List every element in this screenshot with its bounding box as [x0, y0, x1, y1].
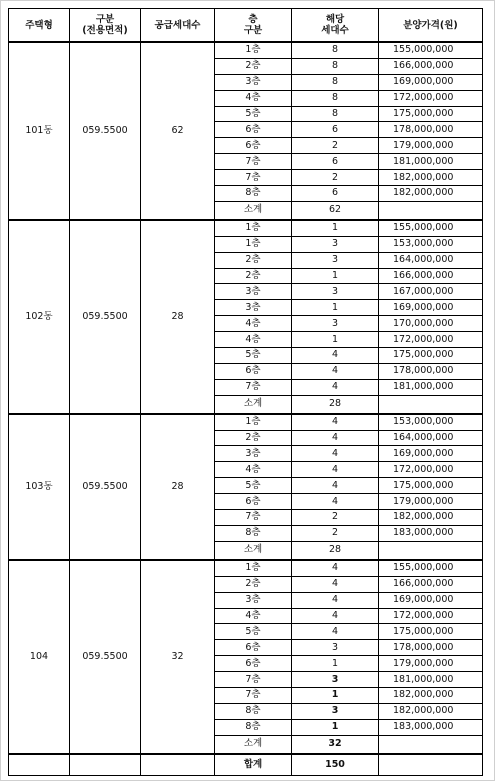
floor-cell: 3층: [215, 284, 292, 300]
units-cell: 3: [292, 236, 379, 252]
units-cell: 8: [292, 106, 379, 122]
units-cell: 4: [292, 348, 379, 364]
units-cell: 6: [292, 122, 379, 138]
units-cell: 4: [292, 592, 379, 608]
floor-cell: 6층: [215, 363, 292, 379]
area-value: 059.5500: [70, 560, 141, 754]
price-cell: 182,000,000: [379, 703, 483, 719]
units-cell: 3: [292, 316, 379, 332]
floor-cell: 7층: [215, 154, 292, 170]
supply-count: 62: [141, 42, 215, 220]
price-cell: 181,000,000: [379, 379, 483, 395]
units-cell: 8: [292, 74, 379, 90]
price-cell: 167,000,000: [379, 284, 483, 300]
units-cell: 4: [292, 608, 379, 624]
subtotal-price-empty: [379, 201, 483, 220]
units-cell: 4: [292, 430, 379, 446]
price-cell: 181,000,000: [379, 672, 483, 688]
supply-count: 28: [141, 414, 215, 560]
subtotal-value: 28: [292, 541, 379, 560]
units-cell: 1: [292, 719, 379, 735]
units-cell: 4: [292, 478, 379, 494]
units-cell: 4: [292, 363, 379, 379]
units-cell: 4: [292, 494, 379, 510]
floor-cell: 6층: [215, 138, 292, 154]
price-cell: 178,000,000: [379, 122, 483, 138]
price-cell: 164,000,000: [379, 252, 483, 268]
floor-cell: 8층: [215, 719, 292, 735]
floor-cell: 1층: [215, 236, 292, 252]
floor-cell: 2층: [215, 58, 292, 74]
building-name: 104: [9, 560, 70, 754]
floor-cell: 7층: [215, 379, 292, 395]
price-cell: 175,000,000: [379, 478, 483, 494]
floor-cell: 5층: [215, 478, 292, 494]
table-row: [9, 42, 483, 58]
units-cell: 1: [292, 687, 379, 703]
table-row: [9, 560, 483, 576]
table-row: [9, 414, 483, 430]
units-cell: 8: [292, 58, 379, 74]
price-cell: 179,000,000: [379, 656, 483, 672]
units-cell: 1: [292, 332, 379, 348]
price-cell: 183,000,000: [379, 719, 483, 735]
header-floor: 층 구분: [215, 9, 292, 43]
units-cell: 4: [292, 624, 379, 640]
header-price: 분양가격(원): [379, 9, 483, 43]
floor-cell: 2층: [215, 576, 292, 592]
price-cell: 169,000,000: [379, 592, 483, 608]
floor-cell: 1층: [215, 414, 292, 430]
supply-count: 28: [141, 220, 215, 414]
floor-cell: 4층: [215, 332, 292, 348]
price-cell: 182,000,000: [379, 510, 483, 526]
price-cell: 179,000,000: [379, 138, 483, 154]
total-empty-price: [379, 754, 483, 776]
price-cell: 182,000,000: [379, 186, 483, 202]
floor-cell: 5층: [215, 348, 292, 364]
header-type: 주택형: [9, 9, 70, 43]
total-label: 합계: [215, 754, 292, 776]
floor-cell: 1층: [215, 560, 292, 576]
price-cell: 170,000,000: [379, 316, 483, 332]
units-cell: 4: [292, 379, 379, 395]
floor-cell: 6층: [215, 640, 292, 656]
price-cell: 169,000,000: [379, 300, 483, 316]
floor-cell: 6층: [215, 494, 292, 510]
area-value: 059.5500: [70, 414, 141, 560]
units-cell: 2: [292, 138, 379, 154]
units-cell: 3: [292, 703, 379, 719]
price-cell: 155,000,000: [379, 220, 483, 236]
price-cell: 179,000,000: [379, 494, 483, 510]
price-cell: 166,000,000: [379, 576, 483, 592]
total-empty-type: [9, 754, 70, 776]
price-table: [8, 8, 483, 776]
floor-cell: 3층: [215, 446, 292, 462]
price-cell: 181,000,000: [379, 154, 483, 170]
subtotal-price-empty: [379, 735, 483, 754]
floor-cell: 8층: [215, 525, 292, 541]
floor-cell: 4층: [215, 316, 292, 332]
total-value: 150: [292, 754, 379, 776]
floor-cell: 2층: [215, 430, 292, 446]
header-area: 구분 (전용면적): [70, 9, 141, 43]
subtotal-label: 소계: [215, 395, 292, 414]
building-name: 103동: [9, 414, 70, 560]
price-cell: 178,000,000: [379, 363, 483, 379]
units-cell: 3: [292, 672, 379, 688]
units-cell: 4: [292, 446, 379, 462]
units-cell: 1: [292, 300, 379, 316]
floor-cell: 7층: [215, 170, 292, 186]
price-cell: 182,000,000: [379, 170, 483, 186]
table-body: [9, 42, 483, 775]
supply-count: 32: [141, 560, 215, 754]
units-cell: 2: [292, 525, 379, 541]
units-cell: 4: [292, 560, 379, 576]
units-cell: 6: [292, 186, 379, 202]
floor-cell: 7층: [215, 687, 292, 703]
units-cell: 4: [292, 462, 379, 478]
header-units: 해당 세대수: [292, 9, 379, 43]
units-cell: 3: [292, 640, 379, 656]
floor-cell: 2층: [215, 268, 292, 284]
total-row: [9, 754, 483, 776]
price-cell: 172,000,000: [379, 90, 483, 106]
area-value: 059.5500: [70, 42, 141, 220]
floor-cell: 5층: [215, 106, 292, 122]
subtotal-price-empty: [379, 395, 483, 414]
header-supply: 공급세대수: [141, 9, 215, 43]
price-cell: 175,000,000: [379, 348, 483, 364]
price-cell: 164,000,000: [379, 430, 483, 446]
units-cell: 8: [292, 90, 379, 106]
total-empty-area: [70, 754, 141, 776]
floor-cell: 8층: [215, 703, 292, 719]
units-cell: 1: [292, 656, 379, 672]
floor-cell: 3층: [215, 74, 292, 90]
area-value: 059.5500: [70, 220, 141, 414]
price-cell: 166,000,000: [379, 268, 483, 284]
floor-cell: 3층: [215, 300, 292, 316]
units-cell: 3: [292, 284, 379, 300]
price-cell: 172,000,000: [379, 332, 483, 348]
price-cell: 172,000,000: [379, 608, 483, 624]
price-cell: 175,000,000: [379, 624, 483, 640]
floor-cell: 6층: [215, 122, 292, 138]
subtotal-label: 소계: [215, 541, 292, 560]
subtotal-label: 소계: [215, 201, 292, 220]
price-cell: 155,000,000: [379, 560, 483, 576]
price-cell: 172,000,000: [379, 462, 483, 478]
table-row: [9, 220, 483, 236]
price-cell: 183,000,000: [379, 525, 483, 541]
floor-cell: 1층: [215, 42, 292, 58]
subtotal-value: 62: [292, 201, 379, 220]
units-cell: 1: [292, 220, 379, 236]
units-cell: 4: [292, 414, 379, 430]
subtotal-label: 소계: [215, 735, 292, 754]
units-cell: 3: [292, 252, 379, 268]
floor-cell: 4층: [215, 462, 292, 478]
subtotal-price-empty: [379, 541, 483, 560]
floor-cell: 2층: [215, 252, 292, 268]
header-row: [9, 9, 483, 43]
floor-cell: 8층: [215, 186, 292, 202]
units-cell: 2: [292, 510, 379, 526]
floor-cell: 7층: [215, 510, 292, 526]
price-cell: 153,000,000: [379, 236, 483, 252]
floor-cell: 3층: [215, 592, 292, 608]
units-cell: 1: [292, 268, 379, 284]
price-cell: 169,000,000: [379, 74, 483, 90]
price-cell: 178,000,000: [379, 640, 483, 656]
units-cell: 4: [292, 576, 379, 592]
total-empty-supply: [141, 754, 215, 776]
price-cell: 175,000,000: [379, 106, 483, 122]
price-cell: 153,000,000: [379, 414, 483, 430]
building-name: 101동: [9, 42, 70, 220]
price-cell: 169,000,000: [379, 446, 483, 462]
units-cell: 6: [292, 154, 379, 170]
subtotal-value: 32: [292, 735, 379, 754]
floor-cell: 5층: [215, 624, 292, 640]
floor-cell: 7층: [215, 672, 292, 688]
price-cell: 166,000,000: [379, 58, 483, 74]
units-cell: 2: [292, 170, 379, 186]
subtotal-value: 28: [292, 395, 379, 414]
floor-cell: 6층: [215, 656, 292, 672]
units-cell: 8: [292, 42, 379, 58]
floor-cell: 4층: [215, 608, 292, 624]
floor-cell: 1층: [215, 220, 292, 236]
building-name: 102동: [9, 220, 70, 414]
price-cell: 182,000,000: [379, 687, 483, 703]
price-cell: 155,000,000: [379, 42, 483, 58]
floor-cell: 4층: [215, 90, 292, 106]
